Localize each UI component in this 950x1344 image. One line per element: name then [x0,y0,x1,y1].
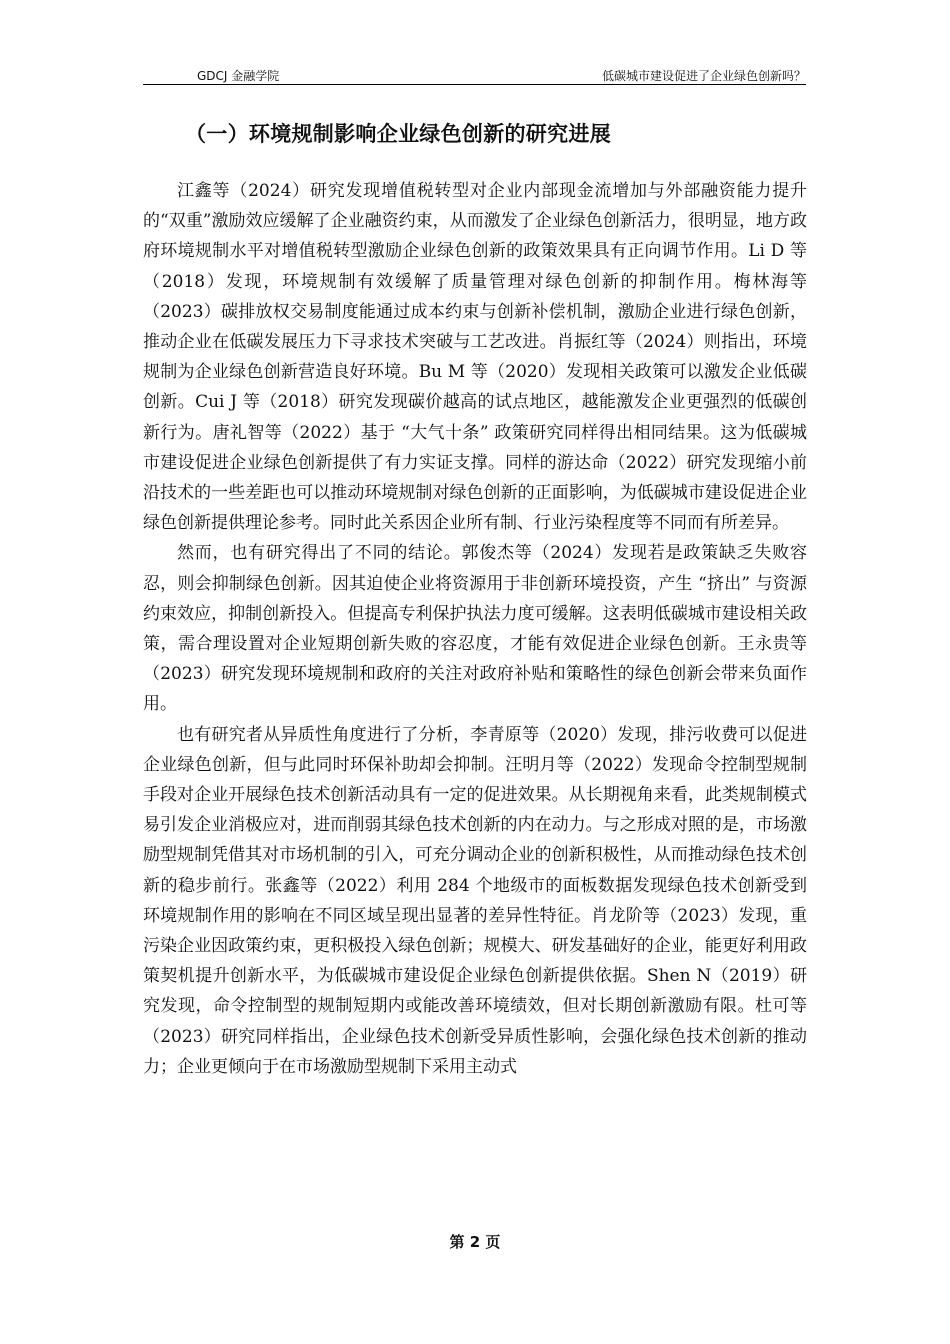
header-institution: GDCJ 金融学院 [197,69,280,83]
paragraph-1: 江鑫等（2024）研究发现增值税转型对企业内部现金流增加与外部融资能力提升的“双重”激励效应缓解了企业融资约束，从而激发了企业绿色创新活力，很明显，地方政府环境规制水平对增值税转型激励企业绿色创新的政策效果具有正向调节作用。Li D 等（2018）发现，环境规制有效缓解了质量管理对绿色创新的抑制作用。梅林海等（2023）碳排放权交易制度能通过成本约束与创新补偿机制，激励企业进行绿色创新，推动企业在低碳发展压力下寻求技术突破与工艺改进。肖振红等（2024）则指出，环境规制为企业绿色创新营造良好环境。Bu M 等（2020）发现相关政策可以激发企业低碳创新。Cui J 等（2018）研究发现碳价越高的试点地区，越能激发企业更强烈的低碳创新行为。唐礼智等（2022）基于 “大气十条” 政策研究同样得出相同结果。这为低碳城市建设促进企业绿色创新提供了有力实证支撑。同样的游达命（2022）研究发现缩小前沿技术的一些差距也可以推动环境规制对绿色创新的正面影响，为低碳城市建设促进企业绿色创新提供理论参考。同时此关系因企业所有制、行业污染程度等不同而有所差异。 [143,181,807,534]
page-number: 第 2 页 [449,1233,501,1251]
header-paper-title: 低碳城市建设促进了企业绿色创新吗？ [601,69,806,83]
paragraph-2: 然而，也有研究得出了不同的结论。郭俊杰等（2024）发现若是政策缺乏失败容忍，则会抑制绿色创新。因其迫使企业将资源用于非创新环境投资，产生 “挤出” 与资源约束效应，抑制创新投入。但提高专利保护执法力度可缓解。这表明低碳城市建设相关政策，需合理设置对企业短期创新失败的容忍度，才能有效促进企业绿色创新。王永贵等（2023）研究发现环境规制和政府的关注对政府补贴和策略性的绿色创新会带来负面作用。 [143,543,807,715]
body-text [143,176,807,1082]
section-title: （一）环境规制影响企业绿色创新的研究进展 [185,122,611,146]
paragraph-3: 也有研究者从异质性角度进行了分析，李青原等（2020）发现，排污收费可以促进企业绿色创新，但与此同时环保补助却会抑制。汪明月等（2022）发现命令控制型规制手段对企业开展绿色技术创新活动具有一定的促进效果。从长期视角来看，此类规制模式易引发企业消极应对，进而削弱其绿色技术创新的内在动力。与之形成对照的是，市场激励型规制凭借其对市场机制的引入，可充分调动企业的创新积极性，从而推动绿色技术创新的稳步前行。张鑫等（2022）利用 284 个地级市的面板数据发现绿色技术创新受到环境规制作用的影响在不同区域呈现出显著的差异性特征。肖龙阶等（2023）发现，重污染企业因政策约束，更积极投入绿色创新；规模大、研发基础好的企业，能更好利用政策契机提升创新水平，为低碳城市建设促企业绿色创新提供依据。Shen N（2019）研究发现，命令控制型的规制短期内或能改善环境绩效，但对长期创新激励有限。杜可等（2023）研究同样指出，企业绿色技术创新受异质性影响，会强化绿色技术创新的推动力；企业更倾向于在市场激励型规制下采用主动式 [143,724,807,1077]
page-header [143,64,806,85]
